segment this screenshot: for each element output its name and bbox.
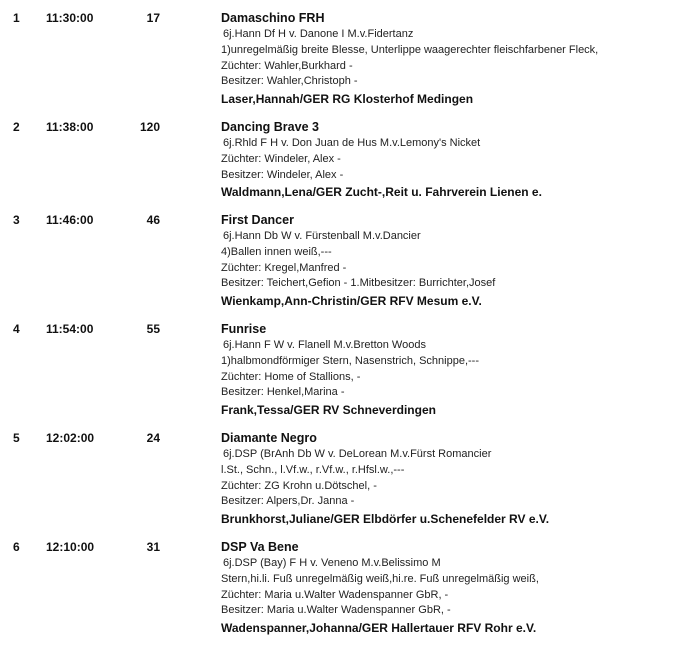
horse-name: First Dancer — [221, 213, 294, 227]
horse-pedigree: 6j.Hann Db W v. Fürstenball M.v.Dancier — [223, 230, 421, 242]
entry-details — [221, 321, 676, 418]
owner: Besitzer: Teichert,Gefion - 1.Mitbesitzer: Burrichter,Josef — [221, 277, 496, 290]
horse-name: Funrise — [221, 322, 267, 336]
start-time: 11:46:00 — [46, 213, 94, 227]
horse-markings: 1)unregelmäßig breite Blesse, Unterlippe waagerechter fleischfarbener Fleck, — [221, 43, 599, 56]
entry-number: 4 — [13, 322, 20, 336]
entry-details — [221, 119, 676, 200]
owner: Besitzer: Wahler,Christoph - — [221, 75, 358, 88]
start-time: 12:10:00 — [46, 540, 95, 554]
breeder: Züchter: Maria u.Walter Wadenspanner GbR, - — [221, 588, 449, 601]
bib-number: 46 — [146, 213, 160, 227]
start-time: 11:30:00 — [46, 11, 94, 25]
horse-name: Dancing Brave 3 — [221, 120, 319, 134]
owner: Besitzer: Windeler, Alex - — [221, 168, 344, 181]
breeder: Züchter: Windeler, Alex - — [221, 152, 341, 165]
horse-markings: 1)halbmondförmiger Stern, Nasenstrich, Schnippe,--- — [221, 354, 480, 367]
breeder: Züchter: Home of Stallions, - — [221, 370, 361, 383]
bib-number: 17 — [146, 11, 160, 25]
start-time: 11:54:00 — [46, 322, 94, 336]
entry-details — [221, 10, 676, 107]
breeder: Züchter: Kregel,Manfred - — [221, 261, 347, 274]
horse-pedigree: 6j.Hann Df H v. Danone I M.v.Fidertanz — [223, 28, 414, 40]
entry-details — [221, 212, 676, 309]
entry-number: 3 — [13, 213, 20, 227]
rider-club: Wadenspanner,Johanna/GER Hallertauer RFV Rohr e.V. — [221, 621, 537, 636]
rider-club: Laser,Hannah/GER RG Klosterhof Medingen — [221, 92, 474, 107]
entry-details — [221, 539, 676, 636]
breeder: Züchter: Wahler,Burkhard - — [221, 59, 353, 72]
horse-markings: Stern,hi.li. Fuß unregelmäßig weiß,hi.re. Fuß unregelmäßig weiß, — [221, 572, 539, 585]
bib-number: 120 — [139, 120, 160, 134]
rider-club: Frank,Tessa/GER RV Schneverdingen — [221, 403, 436, 418]
horse-pedigree: 6j.DSP (BrAnh Db W v. DeLorean M.v.Fürst Romancier — [223, 448, 492, 460]
entry-number: 1 — [13, 11, 20, 25]
horse-pedigree: 6j.DSP (Bay) F H v. Veneno M.v.Belissimo M — [223, 557, 441, 569]
owner: Besitzer: Alpers,Dr. Janna - — [221, 495, 355, 508]
entry-number: 5 — [13, 431, 20, 445]
horse-pedigree: 6j.Hann F W v. Flanell M.v.Bretton Woods — [223, 339, 426, 351]
start-time: 12:02:00 — [46, 431, 95, 445]
bib-number: 31 — [146, 540, 160, 554]
horse-name: DSP Va Bene — [221, 540, 299, 554]
owner: Besitzer: Henkel,Marina - — [221, 386, 345, 399]
rider-club: Waldmann,Lena/GER Zucht-,Reit u. Fahrverein Lienen e. — [221, 185, 542, 200]
rider-club: Brunkhorst,Juliane/GER Elbdörfer u.Schenefelder RV e.V. — [221, 512, 550, 527]
bib-number: 24 — [146, 431, 160, 445]
breeder: Züchter: ZG Krohn u.Dötschel, - — [221, 479, 377, 492]
horse-markings: l.St., Schn., l.Vf.w., r.Vf.w., r.Hfsl.w.,--- — [221, 463, 405, 476]
entry-number: 6 — [13, 540, 20, 554]
bib-number: 55 — [146, 322, 160, 336]
horse-pedigree: 6j.Rhld F H v. Don Juan de Hus M.v.Lemony's Nicket — [223, 137, 481, 149]
horse-name: Diamante Negro — [221, 431, 317, 445]
owner: Besitzer: Maria u.Walter Wadenspanner GbR, - — [221, 604, 451, 617]
rider-club: Wienkamp,Ann-Christin/GER RFV Mesum e.V. — [221, 294, 482, 309]
horse-name: Damaschino FRH — [221, 11, 325, 25]
horse-markings: 4)Ballen innen weiß,--- — [221, 245, 332, 258]
start-time: 11:38:00 — [46, 120, 94, 134]
entry-number: 2 — [13, 120, 20, 134]
entry-details — [221, 430, 676, 527]
